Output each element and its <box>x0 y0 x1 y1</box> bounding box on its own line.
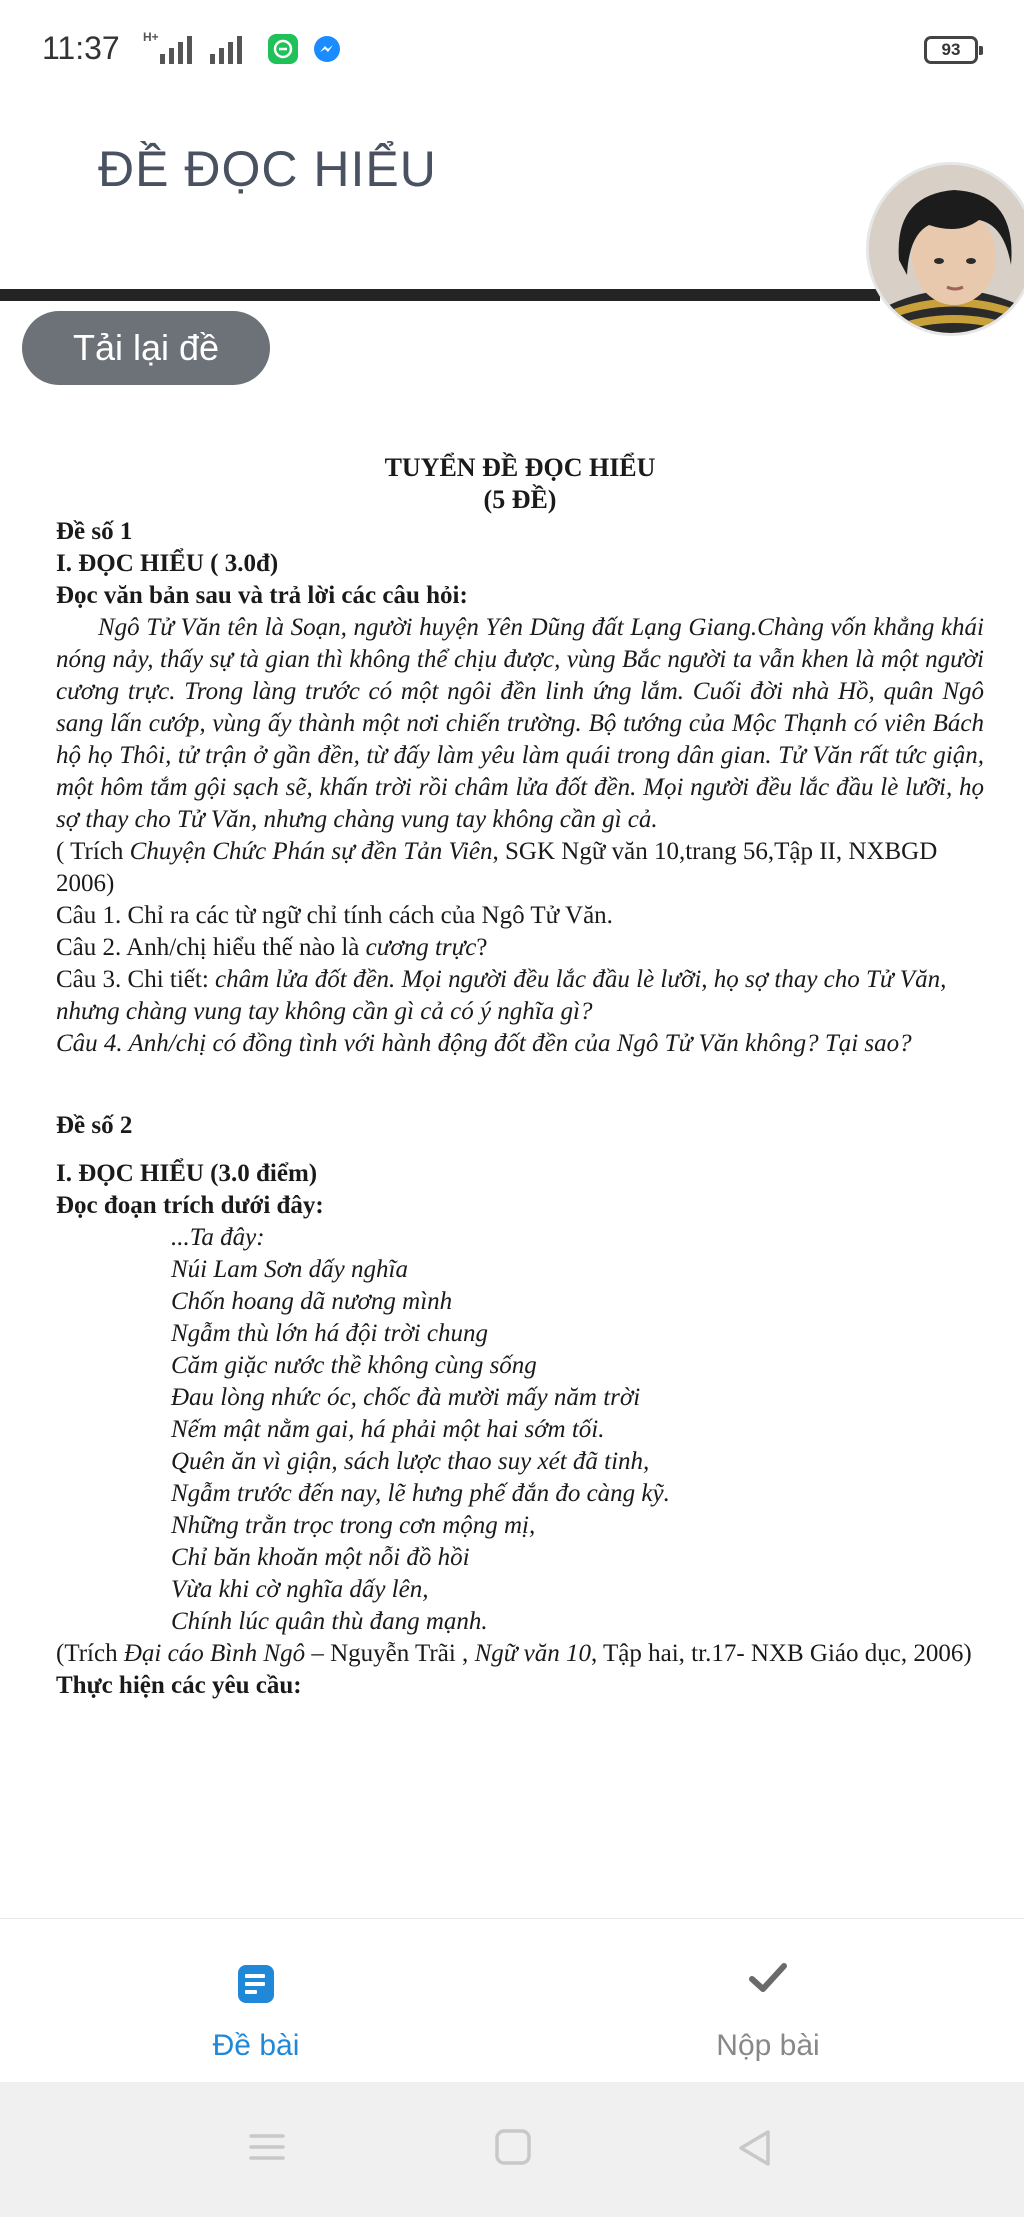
status-bar <box>0 0 1024 100</box>
exam1-question-3 <box>56 964 984 1028</box>
back-icon[interactable] <box>736 2128 774 2173</box>
system-navigation-bar <box>0 2082 1024 2217</box>
tab-nop-bai[interactable] <box>512 1919 1024 2083</box>
document-icon <box>236 1963 276 2010</box>
exam2-poem <box>56 1222 984 1638</box>
exam1-question-2 <box>56 932 984 964</box>
tab-de-bai-label: Đề bài <box>212 2029 300 2062</box>
avatar[interactable] <box>866 162 1024 336</box>
exam1-heading: Đề số 1 <box>56 518 133 545</box>
exam2-source-author: – Nguyễn Trãi , <box>305 1640 475 1667</box>
home-icon[interactable] <box>494 2128 532 2171</box>
menu-icon[interactable] <box>248 2128 286 2171</box>
poem-line: Núi Lam Sơn dấy nghĩa <box>171 1256 408 1283</box>
exam1-source-suffix: , SGK Ngữ văn 10,trang 56,Tập II, NXBGD 2006) <box>56 838 938 897</box>
network-type: H+ <box>143 30 159 44</box>
poem-line: Chốn hoang dã nương mình <box>171 1288 453 1315</box>
exam1-question-4: Câu 4. Anh/chị có đồng tình với hành động đốt đền của Ngô Tử Văn không? Tại sao? <box>56 1030 912 1057</box>
tab-de-bai[interactable] <box>0 1919 512 2083</box>
exam1-q3-body: châm lửa đốt đền. Mọi người đều lắc đầu lè lưỡi, họ sợ thay cho Tử Văn, nhưng chàng vung tay không cần gì cả có ý nghĩa gì? <box>56 966 947 1025</box>
document-title: TUYỂN ĐỀ ĐỌC HIỂU <box>384 453 656 482</box>
exam2-source <box>56 1638 984 1670</box>
exam2-section: I. ĐỌC HIỂU (3.0 điểm) <box>56 1160 318 1187</box>
poem-line: Ngẫm thù lớn há đội trời chung <box>171 1320 488 1347</box>
exam1-q2-suffix: ? <box>476 934 488 961</box>
exam1-source <box>56 836 984 900</box>
bottom-nav <box>0 1918 1024 2082</box>
page-title: ĐỀ ĐỌC HIỂU <box>98 141 437 197</box>
exam1-section: I. ĐỌC HIỂU ( 3.0đ) <box>56 550 279 577</box>
signal-icon <box>160 34 192 64</box>
exam2-task: Thực hiện các yêu cầu: <box>56 1672 302 1699</box>
poem-line: Vừa khi cờ nghĩa dấy lên, <box>171 1576 429 1603</box>
signal-icon-2 <box>210 34 242 64</box>
exam2-source-prefix: (Trích <box>56 1640 124 1667</box>
exam2-instruction: Đọc đoạn trích dưới đây: <box>56 1192 324 1219</box>
exam2-heading: Đề số 2 <box>56 1112 133 1139</box>
poem-line: Căm giặc nước thề không cùng sống <box>171 1352 537 1379</box>
poem-line: Chính lúc quân thù đang mạnh. <box>171 1608 488 1635</box>
poem-line: ...Ta đây: <box>171 1224 265 1251</box>
battery-indicator: 93 <box>924 36 978 64</box>
exam1-question-1: Câu 1. Chỉ ra các từ ngữ chỉ tính cách của Ngô Tử Văn. <box>56 902 613 929</box>
poem-line: Những trằn trọc trong cơn mộng mị, <box>171 1512 536 1539</box>
poem-line: Đau lòng nhức óc, chốc đà mười mấy năm trời <box>171 1384 641 1411</box>
exam1-q2-prefix: Câu 2. Anh/chị hiểu thế nào là <box>56 934 366 961</box>
exam1-source-title: Chuyện Chức Phán sự đền Tản Viên <box>129 838 493 865</box>
reload-exam-button[interactable]: Tải lại đề <box>22 311 270 385</box>
exam1-passage: Ngô Tử Văn tên là Soạn, người huyện Yên Dũng đất Lạng Giang.Chàng vốn khẳng khái nóng nảy, thấy sự tà gian thì không thể chịu được, vùng Bắc người ta vẫn khen là một người cương trực. Trong làng trước có một ngôi đền linh ứng lắm. Cuối đời nhà Hồ, quân Ngô sang lấn cướp, vùng ấy thành một nơi chiến trường. Bộ tướng của Mộc Thạnh có viên Bách hộ họ Thôi, tử trận ở gần đền, từ đấy làm yêu làm quái trong dân gian. Tử Văn rất tức giận, một hôm tắm gội sạch sẽ, khấn trời rồi châm lửa đốt đền. Mọi người đều lắc đầu lè lưỡi, họ sợ thay cho Tử Văn, nhưng chàng vung tay không cần gì cả. <box>56 614 984 833</box>
document-subtitle: (5 ĐỀ) <box>483 485 557 514</box>
exam2-source-book: Ngữ văn 10 <box>474 1640 591 1667</box>
exam1-source-prefix: ( Trích <box>56 838 130 865</box>
tab-nop-bai-label: Nộp bài <box>716 2029 820 2062</box>
poem-line: Chỉ băn khoăn một nỗi đồ hồi <box>171 1544 470 1571</box>
exam1-instruction: Đọc văn bản sau và trả lời các câu hỏi: <box>56 582 468 609</box>
exam2-source-suffix: , Tập hai, tr.17- NXB Giáo dục, 2006) <box>590 1640 972 1667</box>
exam1-q3-prefix: Câu 3. Chi tiết: <box>56 966 216 993</box>
messenger-notification-icon <box>312 34 342 64</box>
poem-line: Ngẫm trước đến nay, lẽ hưng phế đắn đo càng kỹ. <box>171 1480 670 1507</box>
exam2-source-title: Đại cáo Bình Ngô <box>123 1640 306 1667</box>
poem-line: Nếm mật nằm gai, há phải một hai sớm tối. <box>171 1416 605 1443</box>
exam1-q2-term: cương trực <box>365 934 477 961</box>
exam-document <box>56 452 984 1702</box>
wechat-notification-icon <box>268 34 298 64</box>
app-header <box>0 100 1024 400</box>
poem-line: Quên ăn vì giận, sách lược thao suy xét đã tinh, <box>171 1448 650 1475</box>
status-time: 11:37 <box>42 30 120 66</box>
checkmark-icon <box>748 1961 788 2000</box>
header-divider <box>0 289 880 301</box>
